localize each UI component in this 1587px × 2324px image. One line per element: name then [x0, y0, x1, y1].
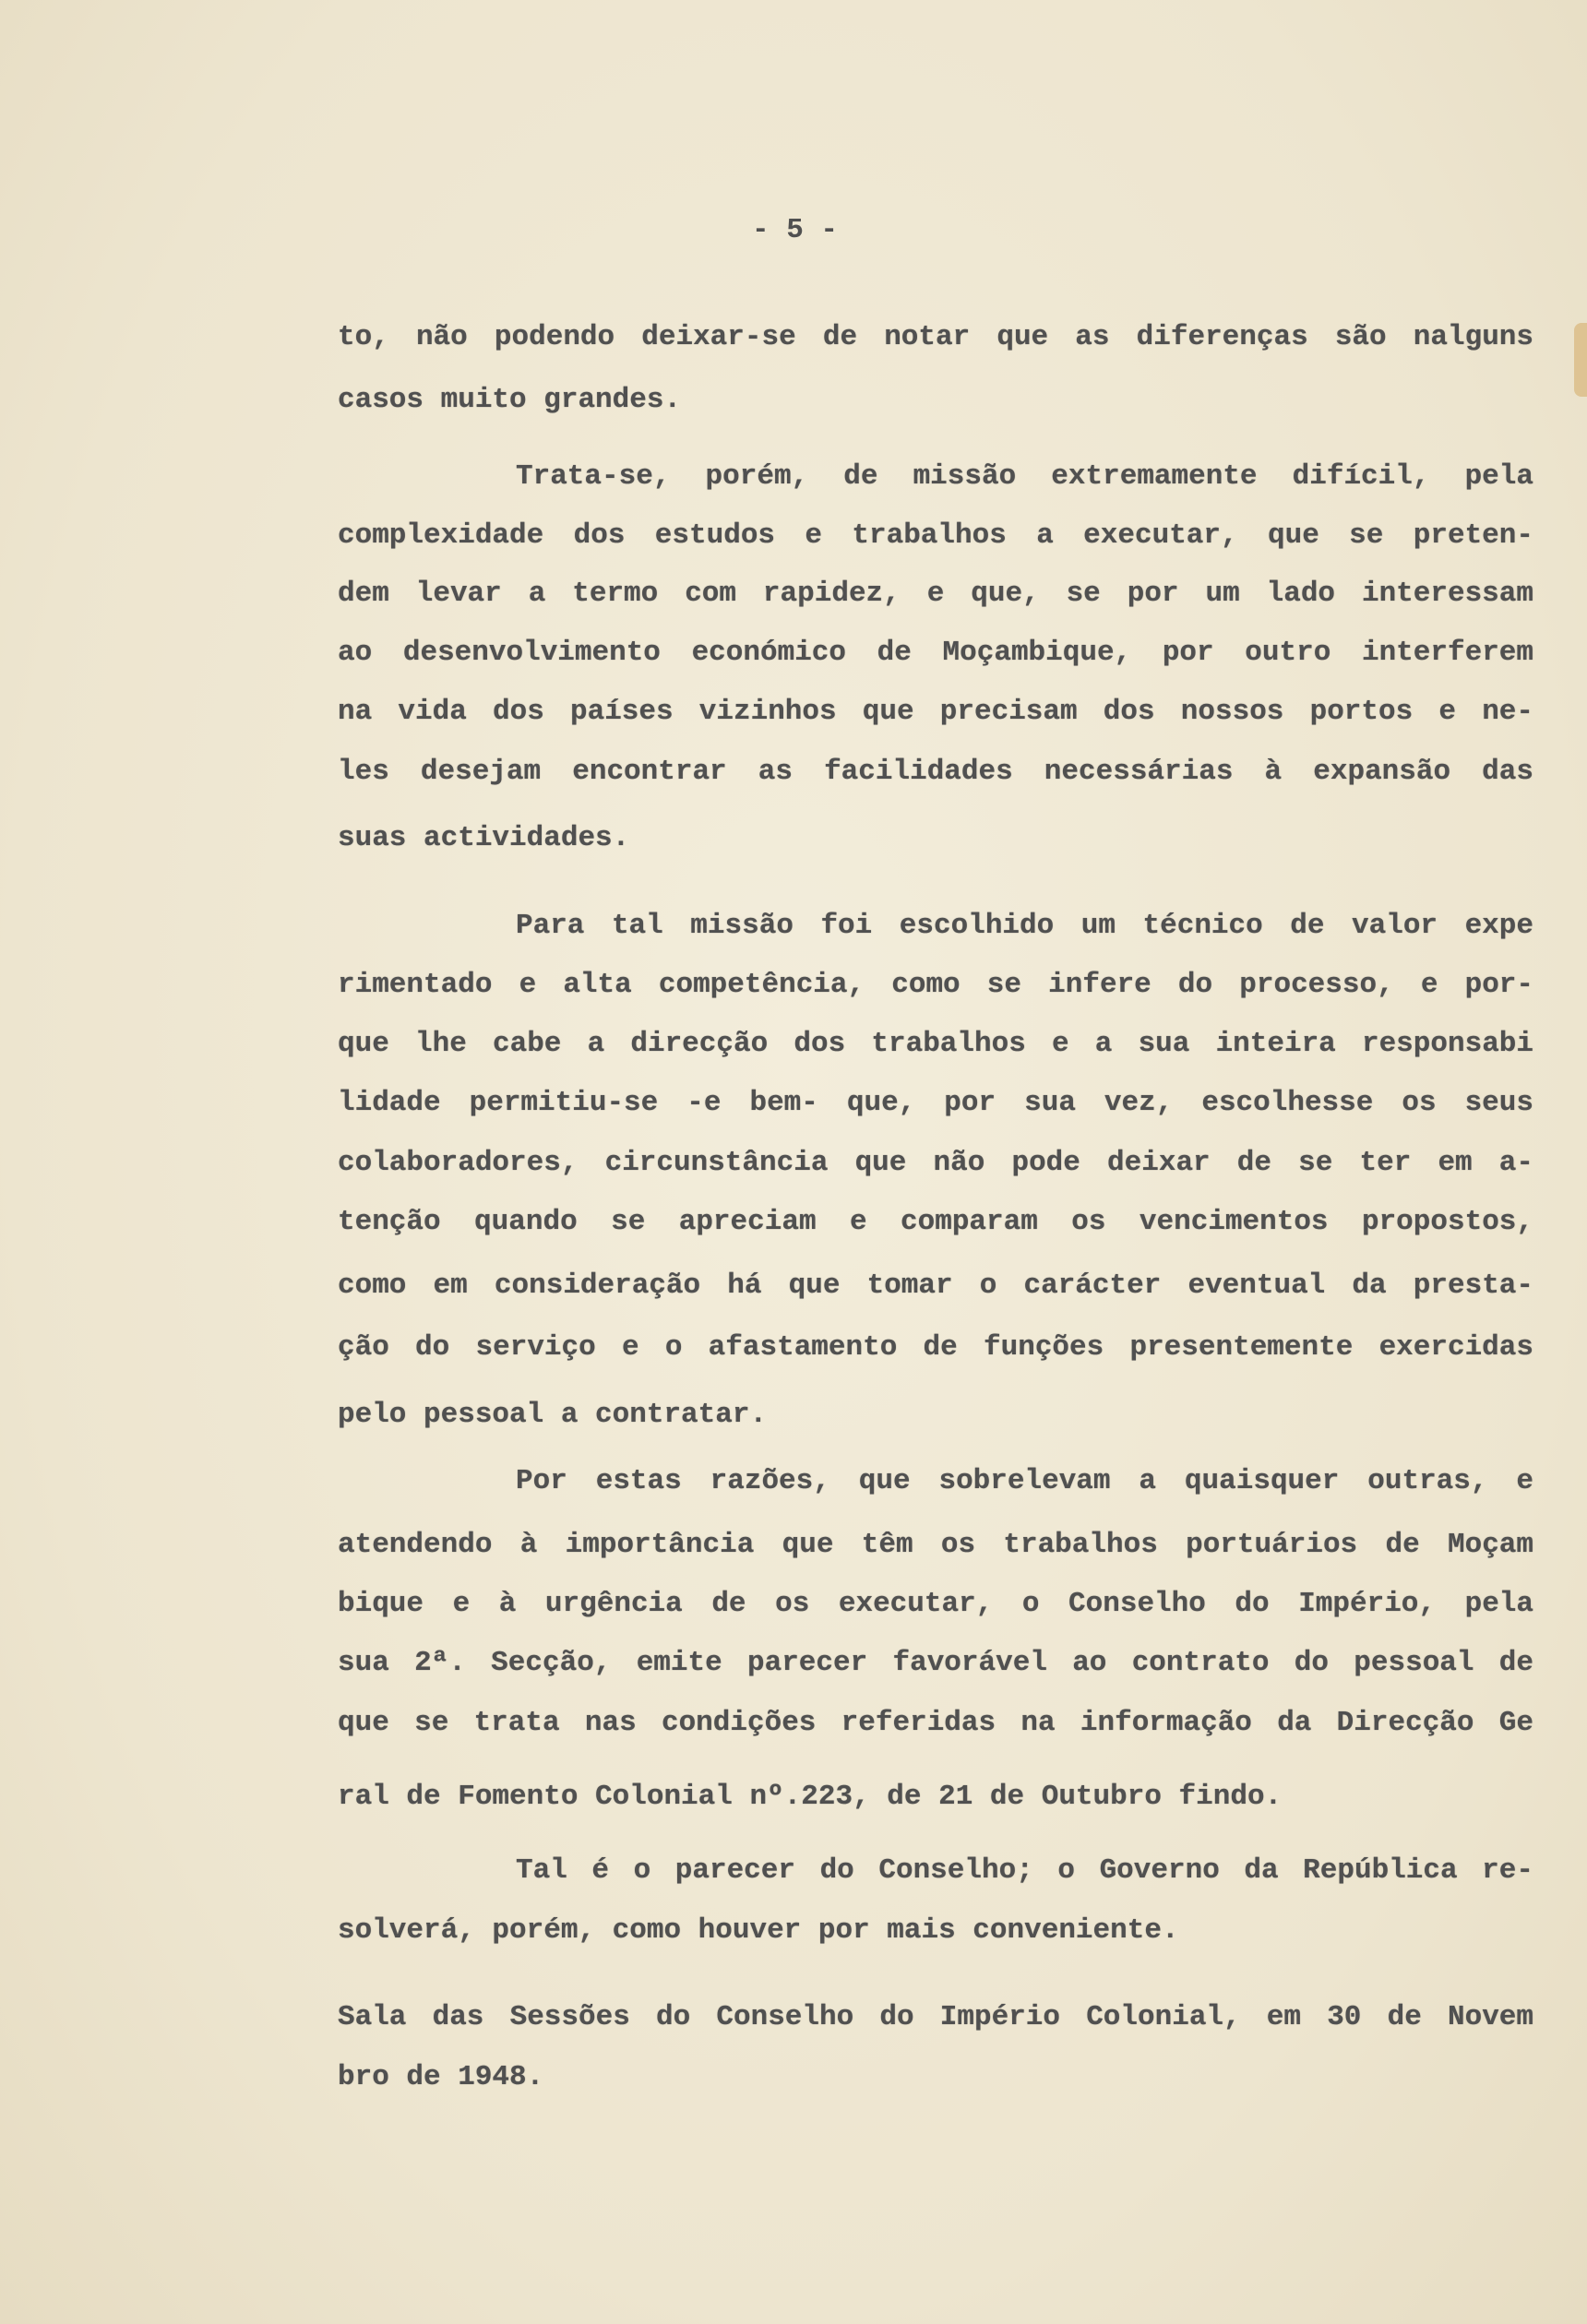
- text-line: que se trata nas condições referidas na informação da Direcção Ge: [338, 1707, 1533, 1739]
- text-line: ção do serviço e o afastamento de funções presentemente exercidas: [338, 1331, 1533, 1364]
- text-line: atendendo à importância que têm os trabalhos portuários de Moçam: [338, 1529, 1533, 1561]
- text-line: lidade permitiu-se -e bem- que, por sua vez, escolhesse os seus: [338, 1087, 1533, 1119]
- text-line: Tal é o parecer do Conselho; o Governo da República re-: [516, 1854, 1533, 1887]
- text-line: solverá, porém, como houver por mais conveniente.: [338, 1914, 1179, 1947]
- text-line: les desejam encontrar as facilidades necessárias à expansão das: [338, 756, 1533, 788]
- text-line: complexidade dos estudos e trabalhos a executar, que se preten-: [338, 519, 1533, 552]
- text-line: dem levar a termo com rapidez, e que, se por um lado interessam: [338, 578, 1533, 610]
- text-line: to, não podendo deixar-se de notar que as diferenças são nalguns: [338, 321, 1533, 353]
- text-line: colaboradores, circunstância que não pode deixar de se ter em a-: [338, 1147, 1533, 1179]
- paper-stain: [1574, 323, 1587, 397]
- text-line: na vida dos países vizinhos que precisam dos nossos portos e ne-: [338, 696, 1533, 728]
- text-line: rimentado e alta competência, como se infere do processo, e por-: [338, 969, 1533, 1001]
- text-line: bique e à urgência de os executar, o Conselho do Império, pela: [338, 1588, 1533, 1620]
- text-line: Sala das Sessões do Conselho do Império Colonial, em 30 de Novem: [338, 2001, 1533, 2033]
- text-line: Trata-se, porém, de missão extremamente difícil, pela: [516, 460, 1533, 493]
- text-line: bro de 1948.: [338, 2061, 544, 2093]
- text-line: sua 2ª. Secção, emite parecer favorável ao contrato do pessoal de: [338, 1647, 1533, 1679]
- text-line: suas actividades.: [338, 822, 630, 854]
- page-number: - 5 -: [752, 214, 839, 246]
- text-line: que lhe cabe a direcção dos trabalhos e a sua inteira responsabi: [338, 1028, 1533, 1060]
- text-line: pelo pessoal a contratar.: [338, 1399, 768, 1431]
- text-line: ral de Fomento Colonial nº.223, de 21 de Outubro findo.: [338, 1781, 1283, 1813]
- text-line: como em consideração há que tomar o carácter eventual da presta-: [338, 1269, 1533, 1302]
- text-line: ao desenvolvimento económico de Moçambique, por outro interferem: [338, 637, 1533, 669]
- text-line: tenção quando se apreciam e comparam os vencimentos propostos,: [338, 1206, 1533, 1238]
- text-line: Por estas razões, que sobrelevam a quaisquer outras, e: [516, 1465, 1533, 1497]
- text-line: casos muito grandes.: [338, 384, 682, 416]
- text-line: Para tal missão foi escolhido um técnico de valor expe: [516, 910, 1533, 942]
